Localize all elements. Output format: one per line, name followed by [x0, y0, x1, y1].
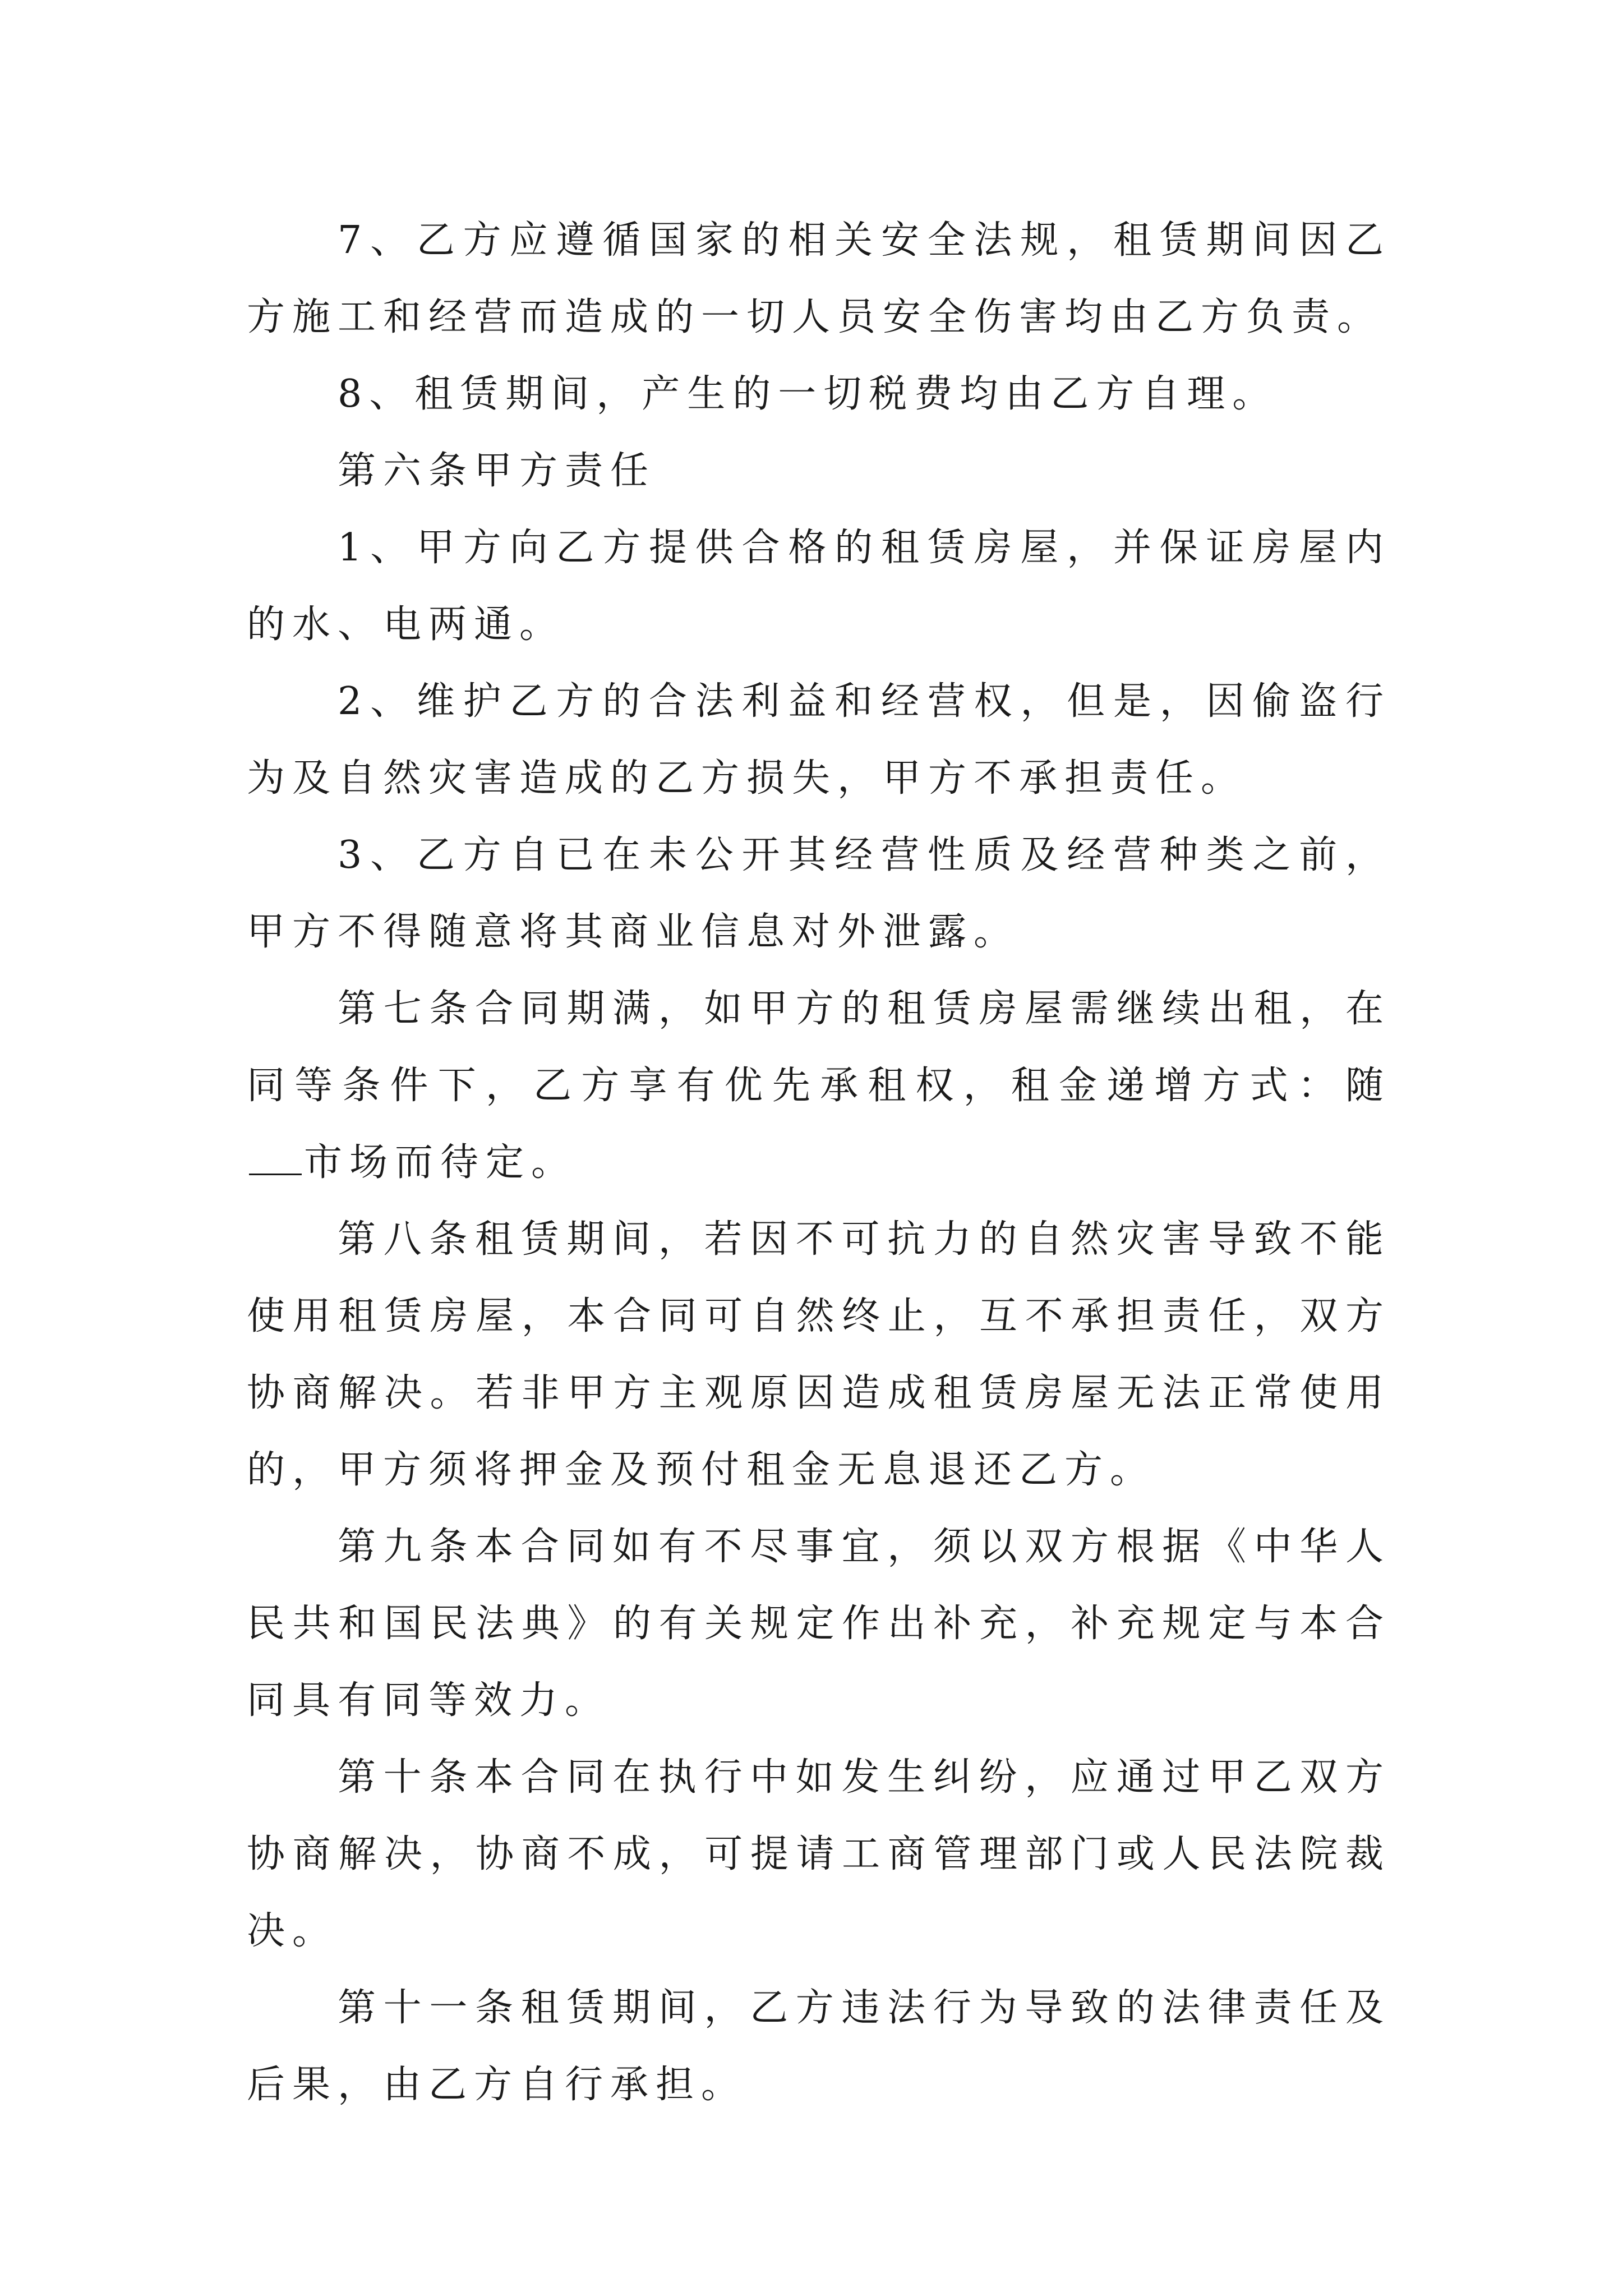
- article-11-paragraph: 第十一条租赁期间，乙方违法行为导致的法律责任及后果，由乙方自行承担。: [247, 1986, 1391, 2107]
- document-body: [247, 202, 1391, 2123]
- article-10-paragraph: 第十条本合同在执行中如发生纠纷，应通过甲乙双方协商解决，协商不成，可提请工商管理部门或人民法院裁决。: [247, 1755, 1391, 1953]
- article-6-heading: 第六条甲方责任: [338, 449, 656, 493]
- article-9-paragraph: 第九条本合同如有不尽事宜，须以双方根据《中华人民共和国民法典》的有关规定作出补充，补充规定与本合同具有同等效力。: [247, 1525, 1391, 1723]
- article-6-item-2: 2、维护乙方的合法利益和经营权，但是，因偷盗行为及自然灾害造成的乙方损失，甲方不承担责任。: [247, 679, 1391, 800]
- article-7-paragraph: [247, 970, 1391, 1201]
- article-6-item-3: 3、乙方自已在未公开其经营性质及经营种类之前，甲方不得随意将其商业信息对外泄露。: [247, 833, 1391, 954]
- article-7-text-before-blank: 第七条合同期满，如甲方的租赁房屋需继续出租，在同等条件下，乙方享有优先承租权，租金递增方式：随: [247, 987, 1391, 1108]
- clause-paragraph-7-safety: 7、乙方应遵循国家的相关安全法规，租赁期间因乙方施工和经营而造成的一切人员安全伤害均由乙方负责。: [247, 218, 1391, 339]
- article-8-paragraph: 第八条租赁期间，若因不可抗力的自然灾害导致不能使用租赁房屋，本合同可自然终止，互不承担责任，双方协商解决。若非甲方主观原因造成租赁房屋无法正常使用的，甲方须将押金及预付租金无息退还乙方。: [247, 1217, 1391, 1492]
- article-6-item-1: 1、甲方向乙方提供合格的租赁房屋，并保证房屋内的水、电两通。: [247, 526, 1391, 647]
- clause-paragraph-8-taxes: 8、租赁期间，产生的一切税费均由乙方自理。: [338, 372, 1278, 416]
- article-7-text-after-blank: 市场而待定。: [304, 1140, 577, 1185]
- fill-in-blank: [249, 1140, 302, 1175]
